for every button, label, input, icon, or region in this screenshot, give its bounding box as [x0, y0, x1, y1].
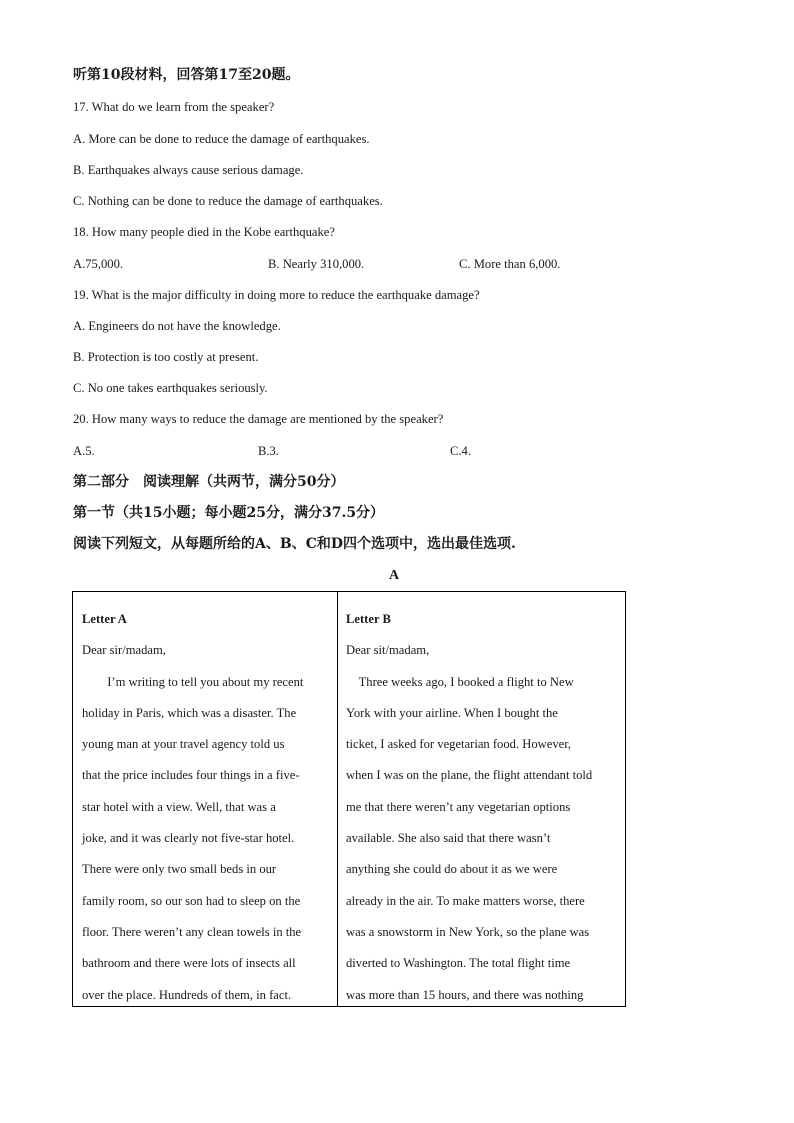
- question-18-option-b: B. Nearly 310,000.: [268, 257, 365, 271]
- question-17-option-b: B. Earthquakes always cause serious damage.: [73, 163, 304, 177]
- letter-a-line: I’m writing to tell you about my recent: [82, 674, 304, 689]
- question-17-option-c: C. Nothing can be done to reduce the damage of earthquakes.: [73, 194, 383, 208]
- letter-a-line: family room, so our son had to sleep on the: [82, 893, 301, 908]
- letter-a-line: floor. There weren’t any clean towels in the: [82, 924, 302, 939]
- question-18-stem: 18. How many people died in the Kobe earthquake?: [73, 225, 335, 239]
- letter-a-line: star hotel with a view. Well, that was a: [82, 799, 276, 814]
- letter-a-line: that the price includes four things in a five-: [82, 768, 300, 783]
- listening-header: 听第10段材料，回答第17至20题。: [73, 67, 300, 83]
- reading-instruction: 阅读下列短文，从每题所给的A、B、C和D四个选项中，选出最佳选项.: [73, 536, 516, 552]
- letter-a-line: holiday in Paris, which was a disaster. The: [82, 705, 297, 720]
- letter-a-line: There were only two small beds in our: [82, 862, 277, 877]
- question-19-option-b: B. Protection is too costly at present.: [73, 350, 259, 364]
- letter-b-column: [337, 592, 625, 1006]
- question-17-stem: 17. What do we learn from the speaker?: [73, 100, 275, 114]
- letter-b-line: me that there weren’t any vegetarian options: [346, 799, 571, 814]
- question-20-option-c: C.4.: [450, 444, 471, 458]
- letter-b-line: diverted to Washington. The total flight time: [346, 956, 571, 971]
- part2-title: 第二部分 阅读理解（共两节，满分50分）: [73, 474, 345, 490]
- letter-a-title: Letter A: [82, 612, 127, 626]
- letter-a-line: bathroom and there were lots of insects all: [82, 956, 296, 971]
- letter-b-line: Three weeks ago, I booked a flight to New: [346, 674, 574, 689]
- letters-table: [72, 591, 626, 1007]
- letter-b-line: already in the air. To make matters worse, there: [346, 893, 585, 908]
- question-19-option-c: C. No one takes earthquakes seriously.: [73, 381, 268, 395]
- passage-label: A: [389, 568, 400, 583]
- letter-b-line: ticket, I asked for vegetarian food. However,: [346, 737, 572, 752]
- question-19-stem: 19. What is the major difficulty in doing more to reduce the earthquake damage?: [73, 288, 480, 302]
- letter-b-title: Letter B: [346, 612, 391, 626]
- letter-b-line: was a snowstorm in New York, so the plane was: [346, 924, 590, 939]
- question-20-option-b: B.3.: [258, 444, 279, 458]
- question-18-option-c: C. More than 6,000.: [459, 257, 561, 271]
- question-17-option-a: A. More can be done to reduce the damage of earthquakes.: [73, 132, 370, 146]
- letter-b-line: York with your airline. When I bought the: [346, 705, 558, 720]
- letter-b-line: was more than 15 hours, and there was nothing: [346, 987, 584, 1002]
- letter-a-line: young man at your travel agency told us: [82, 737, 285, 752]
- letter-b-line: when I was on the plane, the flight attendant told: [346, 768, 593, 783]
- letter-b-line: available. She also said that there wasn’t: [346, 831, 551, 846]
- letter-a-line: joke, and it was clearly not five-star hotel.: [82, 831, 295, 846]
- letter-b-line: anything she could do about it as we were: [346, 862, 558, 877]
- section1-title: 第一节（共15小题；每小题25分，满分37.5分）: [73, 505, 385, 521]
- question-20-stem: 20. How many ways to reduce the damage are mentioned by the speaker?: [73, 412, 444, 426]
- question-20-option-a: A.5.: [73, 444, 95, 458]
- letter-b-salutation: Dear sit/madam,: [346, 643, 430, 658]
- letter-a-column: [73, 592, 337, 1006]
- question-19-option-a: A. Engineers do not have the knowledge.: [73, 319, 281, 333]
- question-18-option-a: A.75,000.: [73, 257, 124, 271]
- letter-a-salutation: Dear sir/madam,: [82, 643, 166, 658]
- letter-a-line: over the place. Hundreds of them, in fact.: [82, 987, 292, 1002]
